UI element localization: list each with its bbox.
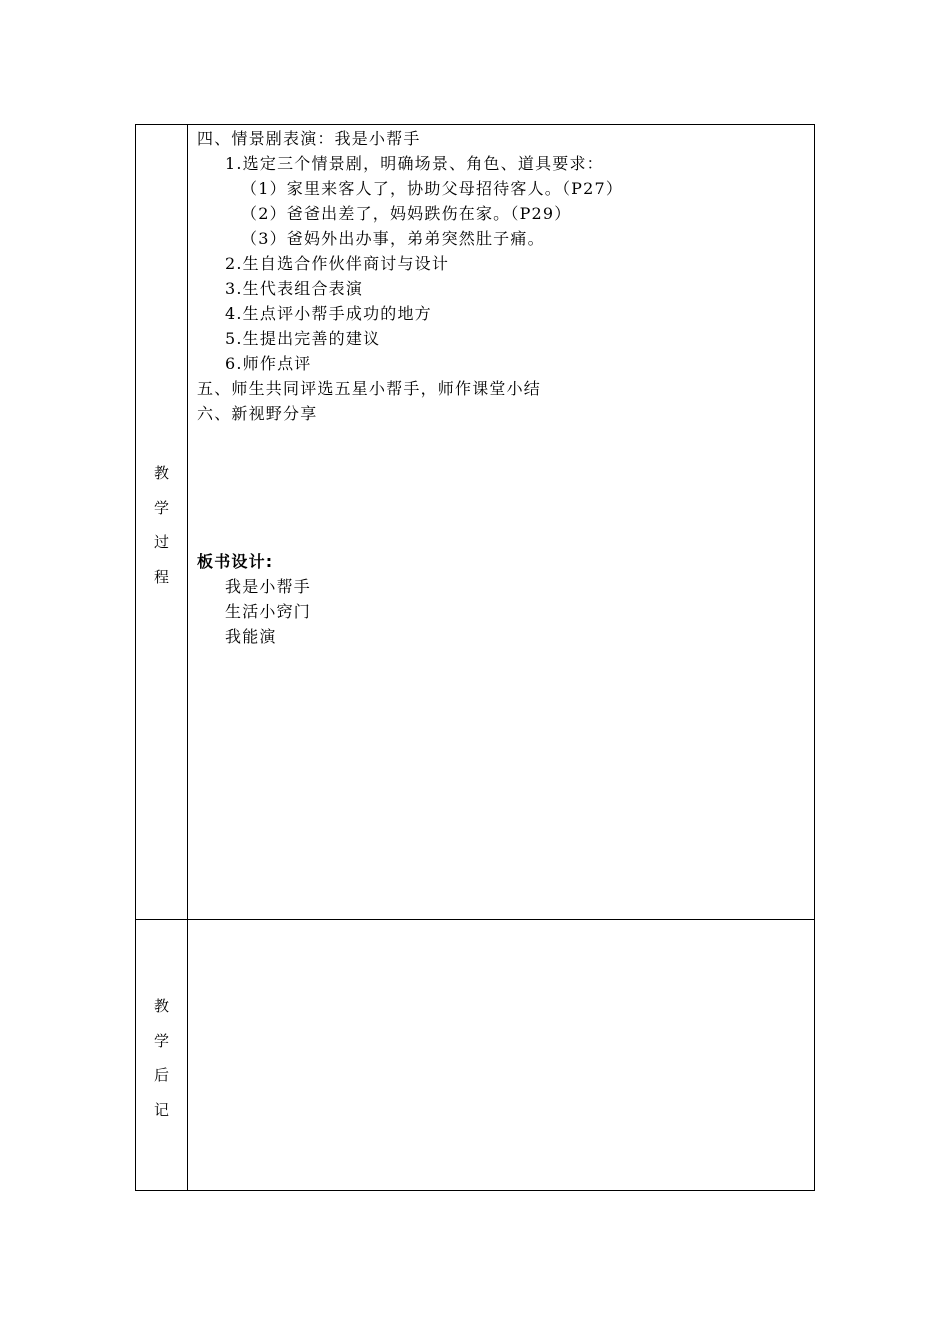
step-line: 3.生代表组合表演 bbox=[225, 279, 364, 298]
step-line: 2.生自选合作伙伴商讨与设计 bbox=[225, 254, 450, 273]
scenario-line: （2）爸爸出差了，妈妈跌伤在家。（P29） bbox=[241, 204, 572, 223]
label-char: 教 bbox=[153, 997, 169, 1015]
label-char: 过 bbox=[153, 533, 169, 551]
label-char: 后 bbox=[153, 1066, 169, 1084]
board-design-line: 我能演 bbox=[225, 627, 277, 646]
board-design-line: 生活小窍门 bbox=[225, 602, 312, 621]
label-char: 记 bbox=[153, 1100, 169, 1119]
teaching-reflection-row bbox=[136, 920, 814, 1190]
label-char: 学 bbox=[153, 498, 169, 517]
section-heading-summary: 五、师生共同评选五星小帮手，师作课堂小结 bbox=[197, 379, 542, 398]
scenario-line: （1）家里来客人了，协助父母招待客人。（P27） bbox=[241, 179, 624, 198]
step-line: 5.生提出完善的建议 bbox=[225, 329, 381, 348]
teaching-process-label bbox=[136, 456, 187, 594]
board-design-line: 我是小帮手 bbox=[225, 577, 312, 596]
lesson-table bbox=[135, 124, 815, 1191]
teaching-reflection-content bbox=[188, 920, 814, 1190]
label-char: 教 bbox=[153, 464, 169, 482]
label-char: 程 bbox=[153, 567, 169, 586]
board-design-title: 板书设计: bbox=[197, 552, 274, 571]
section-heading-skit: 四、情景剧表演：我是小帮手 bbox=[197, 129, 421, 148]
teaching-reflection-label bbox=[136, 989, 187, 1127]
section-heading-share: 六、新视野分享 bbox=[197, 404, 318, 423]
step-line: 6.师作点评 bbox=[225, 354, 312, 373]
teaching-process-row bbox=[136, 125, 814, 920]
teaching-process-content bbox=[188, 125, 814, 919]
label-char: 学 bbox=[153, 1031, 169, 1050]
teaching-process-label-cell bbox=[136, 125, 188, 919]
step-line: 1.选定三个情景剧，明确场景、角色、道具要求： bbox=[225, 154, 604, 173]
step-line: 4.生点评小帮手成功的地方 bbox=[225, 304, 432, 323]
teaching-reflection-label-cell bbox=[136, 920, 188, 1190]
scenario-line: （3）爸妈外出办事，弟弟突然肚子痛。 bbox=[241, 229, 545, 248]
